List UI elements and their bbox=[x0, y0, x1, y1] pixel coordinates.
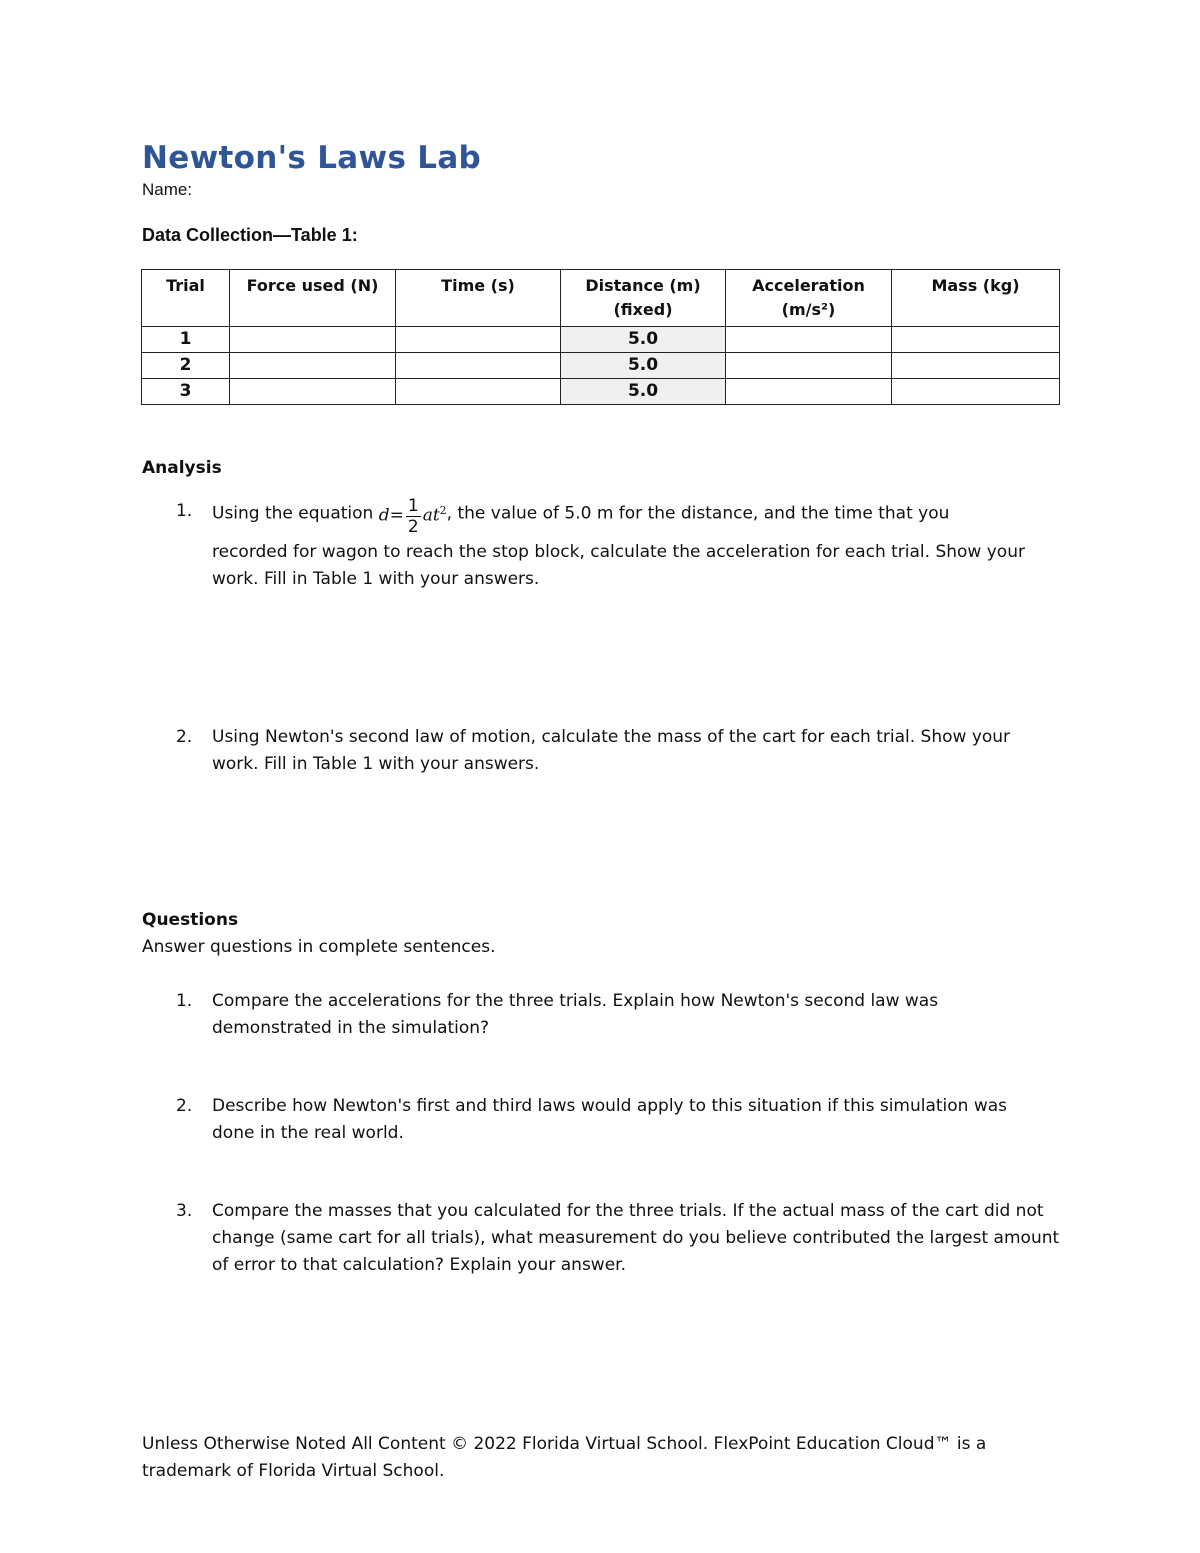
acceleration-equation bbox=[379, 484, 447, 543]
formula-numerator: 1 bbox=[407, 495, 419, 516]
cell-mass[interactable] bbox=[892, 353, 1060, 379]
cell-mass[interactable] bbox=[892, 379, 1060, 405]
table-header-row bbox=[142, 270, 1060, 327]
page-title: Newton's Laws Lab bbox=[142, 140, 482, 176]
formula-rhs: at bbox=[422, 505, 440, 526]
table-row bbox=[142, 379, 1060, 405]
question-2-text: Describe how Newton's first and third laws would apply to this situation if this simulation was done in the real world. bbox=[212, 1096, 1008, 1143]
cell-time[interactable] bbox=[396, 327, 561, 353]
cell-distance: 5.0 bbox=[561, 379, 726, 405]
analysis-item-1-line1 bbox=[212, 484, 1072, 543]
cell-acceleration[interactable] bbox=[726, 353, 892, 379]
cell-trial: 2 bbox=[142, 353, 230, 379]
header-trial: Trial bbox=[142, 270, 230, 327]
cell-trial: 1 bbox=[142, 327, 230, 353]
name-label: Name: bbox=[142, 180, 193, 199]
header-distance: Distance (m) (fixed) bbox=[561, 270, 726, 327]
formula-lhs: d bbox=[378, 505, 390, 526]
cell-trial: 3 bbox=[142, 379, 230, 405]
formula-fraction bbox=[406, 496, 421, 537]
questions-instruction: Answer questions in complete sentences. bbox=[142, 937, 496, 957]
header-acceleration: Acceleration (m/s²) bbox=[726, 270, 892, 327]
questions-heading: Questions bbox=[142, 910, 239, 930]
cell-time[interactable] bbox=[396, 379, 561, 405]
question-1-text: Compare the accelerations for the three trials. Explain how Newton's second law was demonstrated in the simulation? bbox=[212, 991, 939, 1038]
table-row bbox=[142, 327, 1060, 353]
cell-distance: 5.0 bbox=[561, 327, 726, 353]
analysis-item-1-pre: Using the equation bbox=[212, 503, 374, 524]
cell-mass[interactable] bbox=[892, 327, 1060, 353]
header-time: Time (s) bbox=[396, 270, 561, 327]
analysis-item-2-number: 2. bbox=[176, 727, 193, 747]
cell-force[interactable] bbox=[230, 379, 396, 405]
header-force: Force used (N) bbox=[230, 270, 396, 327]
question-1-number: 1. bbox=[176, 991, 193, 1011]
data-collection-heading: Data Collection—Table 1: bbox=[142, 225, 358, 245]
cell-distance: 5.0 bbox=[561, 353, 726, 379]
cell-acceleration[interactable] bbox=[726, 327, 892, 353]
analysis-item-1-number: 1. bbox=[176, 501, 193, 521]
cell-force[interactable] bbox=[230, 327, 396, 353]
analysis-item-2-text: Using Newton's second law of motion, calculate the mass of the cart for each trial. Show your work. Fill in Table 1 with your answers. bbox=[212, 727, 1011, 774]
header-mass: Mass (kg) bbox=[892, 270, 1060, 327]
question-3-number: 3. bbox=[176, 1201, 193, 1221]
analysis-heading: Analysis bbox=[142, 458, 222, 478]
cell-acceleration[interactable] bbox=[726, 379, 892, 405]
analysis-item-1-continuation: recorded for wagon to reach the stop block, calculate the acceleration for each trial. Show your work. Fill in Table 1 with your answers. bbox=[212, 542, 1025, 589]
table-row bbox=[142, 353, 1060, 379]
data-table bbox=[141, 269, 1060, 405]
cell-force[interactable] bbox=[230, 353, 396, 379]
cell-time[interactable] bbox=[396, 353, 561, 379]
formula-eq: = bbox=[389, 505, 404, 526]
copyright-footer: Unless Otherwise Noted All Content © 2022 Florida Virtual School. FlexPoint Education Cloud™ is a trademark of Florida Virtual School. bbox=[142, 1434, 987, 1481]
question-3-text: Compare the masses that you calculated for the three trials. If the actual mass of the cart did not change (same cart for all trials), what measurement do you believe contributed the largest amount of error to that calculation? Explain your answer. bbox=[212, 1201, 1060, 1275]
question-2-number: 2. bbox=[176, 1096, 193, 1116]
formula-exponent: 2 bbox=[439, 504, 447, 517]
analysis-item-1-post: , the value of 5.0 m for the distance, and the time that you bbox=[446, 503, 950, 524]
formula-denominator: 2 bbox=[407, 516, 419, 537]
